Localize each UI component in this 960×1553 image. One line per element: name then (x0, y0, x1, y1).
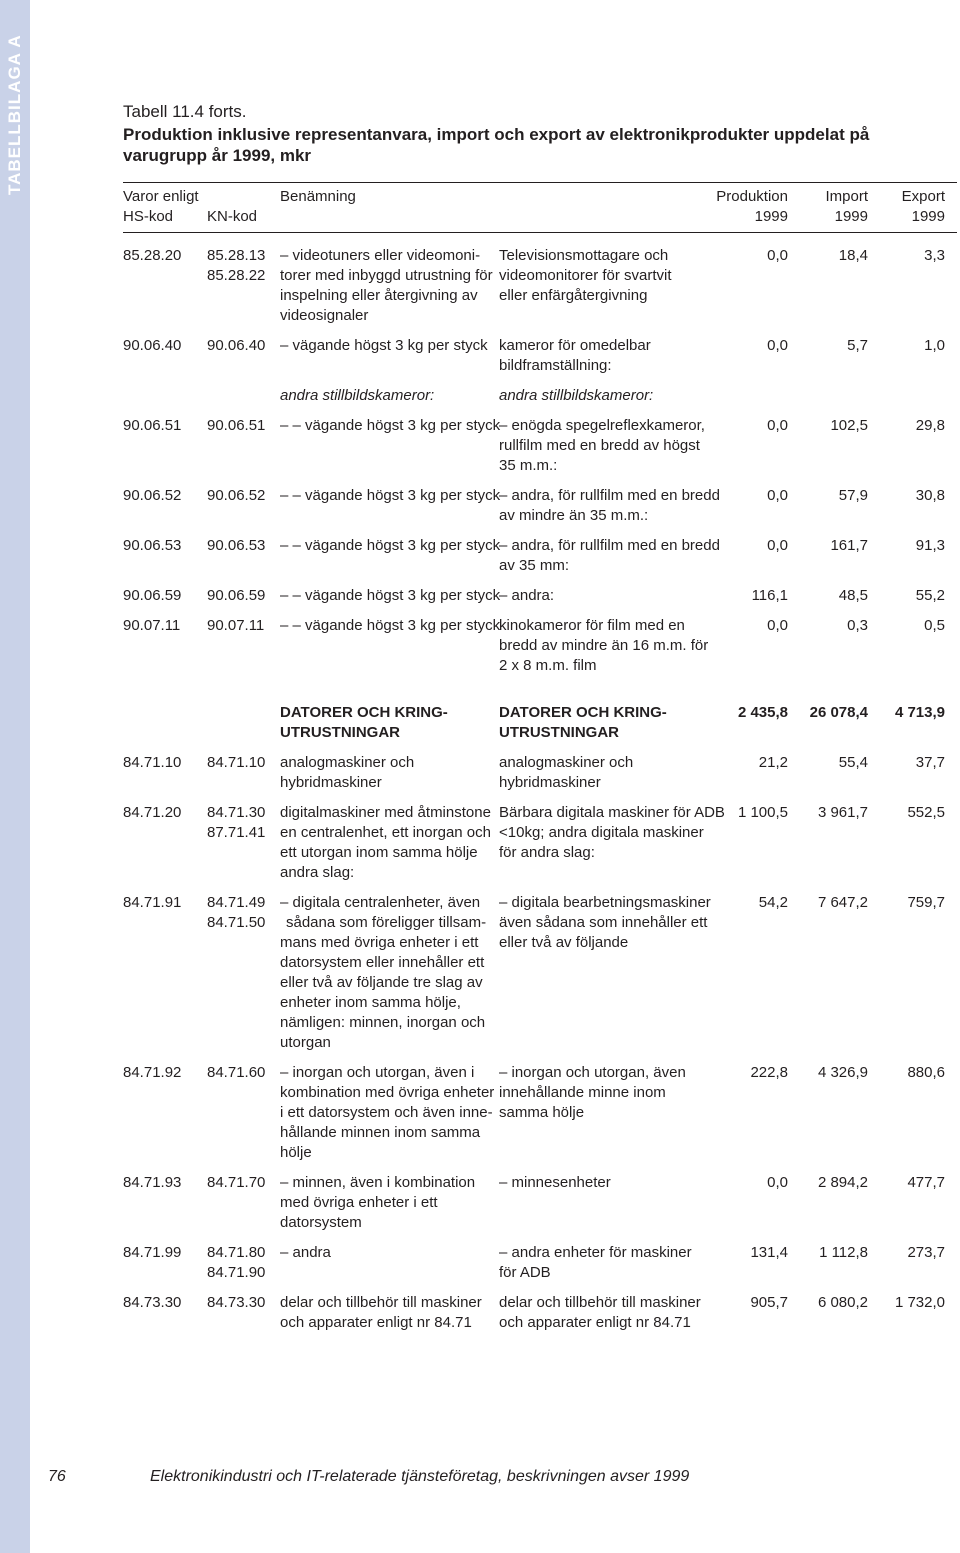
value-export: 880,6 (907, 1064, 945, 1081)
row-benamning-line: kameror för omedelbar (499, 337, 651, 354)
col-benamning-label: Benämning (280, 188, 356, 205)
row-benamning-line: av 35 mm: (499, 557, 570, 574)
value-export: 4 713,9 (894, 704, 945, 721)
row-benamning-line: – inorgan och utorgan, även (499, 1064, 686, 1081)
hs-code-line: 90.06.52 (123, 487, 182, 504)
row-description-line: ett utorgan inom samma hölje (280, 844, 478, 861)
row-description (280, 703, 495, 743)
value-export: 29,8 (915, 417, 945, 434)
row-description (280, 1063, 495, 1163)
row-benamning-line: samma hölje (499, 1104, 585, 1121)
kn-code-line: 84.73.30 (207, 1294, 266, 1311)
kn-code (207, 803, 275, 843)
value-import: 18,4 (838, 247, 868, 264)
row-description-line: torer med inbyggd utrustning för (280, 267, 493, 284)
row-description-line: enheter inom samma hölje, (280, 994, 461, 1011)
value-produktion: 0,0 (767, 537, 788, 554)
row-benamning (499, 1173, 719, 1193)
row-benamning (499, 1293, 719, 1333)
header-bottom-rule (123, 232, 957, 233)
row-benamning-line: – digitala bearbetningsmaskiner (499, 894, 711, 911)
kn-code-line: 90.06.53 (207, 537, 266, 554)
row-description-line: andra stillbildskameror: (280, 387, 435, 404)
row-description-line: – minnen, även i kombination (280, 1174, 476, 1191)
row-benamning-line: – enögda spegelreflexkameror, (499, 417, 705, 434)
table-title: Tabell 11.4 forts. (123, 102, 247, 121)
row-description-line: – – vägande högst 3 kg per styck (280, 487, 501, 504)
col-export-year: 1999 (911, 208, 945, 225)
col-import-year: 1999 (834, 208, 868, 225)
value-import: 2 894,2 (817, 1174, 868, 1191)
kn-code (207, 416, 275, 436)
hs-code (123, 1173, 203, 1193)
row-benamning-line: kinokameror för film med en (499, 617, 685, 634)
value-produktion: 1 100,5 (737, 804, 788, 821)
value-export: 0,5 (924, 617, 945, 634)
row-benamning-line: Televisionsmottagare och (499, 247, 669, 264)
kn-code (207, 586, 275, 606)
hs-code (123, 753, 203, 773)
row-description (280, 803, 495, 883)
row-description-line: med övriga enheter i ett (280, 1194, 438, 1211)
kn-code-line: 85.28.13 (207, 247, 266, 264)
col-import-label: Import (825, 188, 868, 205)
row-description-line: – vägande högst 3 kg per styck (280, 337, 488, 354)
row-benamning-line: – andra, för rullfilm med en bredd (499, 537, 720, 554)
value-produktion: 2 435,8 (737, 704, 788, 721)
kn-code (207, 753, 275, 773)
row-benamning-line: och apparater enligt nr 84.71 (499, 1314, 691, 1331)
row-benamning-line: – minnesenheter (499, 1174, 611, 1191)
row-benamning-line: – andra, för rullfilm med en bredd (499, 487, 720, 504)
hs-code (123, 803, 203, 823)
kn-code-line: 84.71.10 (207, 754, 266, 771)
value-produktion: 0,0 (767, 417, 788, 434)
row-description-line: mans med övriga enheter i ett (280, 934, 479, 951)
row-benamning (499, 1063, 719, 1123)
kn-code-line: 90.06.59 (207, 587, 266, 604)
row-benamning (499, 386, 719, 406)
row-description-line: sådana som föreligger tillsam- (286, 914, 487, 931)
side-label: TABELLBILAGA A (5, 34, 24, 195)
row-benamning-line: för andra slag: (499, 844, 595, 861)
row-description (280, 616, 501, 636)
col-kn-label: KN-kod (207, 208, 258, 225)
row-benamning (499, 616, 719, 676)
footer-page-number: 76 (48, 1468, 66, 1485)
row-description-line: – andra (280, 1244, 331, 1261)
side-band (0, 0, 30, 1553)
value-export: 37,7 (915, 754, 945, 771)
value-export: 30,8 (915, 487, 945, 504)
value-export: 759,7 (907, 894, 945, 911)
row-description (280, 336, 495, 356)
value-import: 3 961,7 (817, 804, 868, 821)
col-varor-label: Varor enligt (123, 188, 199, 205)
row-description (280, 753, 495, 793)
row-benamning (499, 893, 719, 953)
row-benamning-line: DATORER OCH KRING- (499, 704, 667, 721)
kn-code (207, 486, 275, 506)
row-benamning (499, 586, 719, 606)
value-import: 6 080,2 (817, 1294, 868, 1311)
value-produktion: 905,7 (750, 1294, 788, 1311)
row-benamning-line: UTRUSTNINGAR (499, 724, 619, 741)
hs-code-line: 84.71.92 (123, 1064, 182, 1081)
row-description-line: – videotuners eller videomoni- (280, 247, 481, 264)
row-description-line: eller två av följande tre slag av (280, 974, 483, 991)
value-export: 552,5 (907, 804, 945, 821)
col-produktion-year: 1999 (754, 208, 788, 225)
row-description-line: delar och tillbehör till maskiner (280, 1294, 482, 1311)
row-description (280, 1243, 495, 1263)
row-benamning-line: eller två av följande (499, 934, 629, 951)
hs-code (123, 336, 203, 356)
hs-code (123, 586, 203, 606)
row-description-line: – – vägande högst 3 kg per styck (280, 537, 501, 554)
value-export: 55,2 (915, 587, 945, 604)
hs-code-line: 90.06.59 (123, 587, 182, 604)
hs-code (123, 246, 203, 266)
value-produktion: 222,8 (750, 1064, 788, 1081)
row-description-line: kombination med övriga enheter (280, 1084, 495, 1101)
row-benamning-line: videomonitorer för svartvit (499, 267, 672, 284)
kn-code (207, 1063, 275, 1083)
row-benamning-line: 2 x 8 m.m. film (499, 657, 597, 674)
row-benamning-line: 35 m.m.: (499, 457, 558, 474)
hs-code-line: 84.71.99 (123, 1244, 182, 1261)
hs-code (123, 1063, 203, 1083)
kn-code-line: 84.71.49 (207, 894, 266, 911)
row-description-line: – – vägande högst 3 kg per styck (280, 417, 501, 434)
kn-code-line: 90.06.52 (207, 487, 266, 504)
kn-code-line: 90.06.40 (207, 337, 266, 354)
row-benamning-line: även sådana som innehåller ett (499, 914, 708, 931)
row-description-line: – inorgan och utorgan, även i (280, 1064, 475, 1081)
value-export: 273,7 (907, 1244, 945, 1261)
row-description (280, 486, 501, 506)
row-benamning-line: för ADB (499, 1264, 551, 1281)
kn-code-line: 85.28.22 (207, 267, 266, 284)
row-description-line: – – vägande högst 3 kg per styck (280, 587, 501, 604)
row-benamning-line: rullfilm med en bredd av högst (499, 437, 700, 454)
kn-code-line: 84.71.70 (207, 1174, 266, 1191)
hs-code-line: 90.06.53 (123, 537, 182, 554)
row-benamning (499, 486, 719, 526)
value-produktion: 21,2 (758, 754, 788, 771)
row-description-line: DATORER OCH KRING- (280, 704, 448, 721)
kn-code (207, 536, 275, 556)
kn-code (207, 1243, 275, 1283)
footer-publication: Elektronikindustri och IT-relaterade tjänsteföretag, beskrivningen avser 1999 (150, 1468, 690, 1485)
value-import: 55,4 (838, 754, 868, 771)
col-produktion-label: Produktion (716, 188, 788, 205)
value-export: 1,0 (924, 337, 945, 354)
row-description (280, 536, 501, 556)
value-produktion: 0,0 (767, 247, 788, 264)
row-benamning-line: andra stillbildskameror: (499, 387, 654, 404)
hs-code (123, 1293, 203, 1313)
row-description-line: videosignaler (280, 307, 369, 324)
hs-code (123, 616, 203, 636)
kn-code-line: 84.71.90 (207, 1264, 266, 1281)
row-description (280, 246, 495, 326)
value-import: 26 078,4 (809, 704, 868, 721)
value-import: 7 647,2 (817, 894, 868, 911)
row-benamning (499, 416, 719, 476)
hs-code-line: 90.07.11 (123, 617, 181, 634)
hs-code-line: 84.71.10 (123, 754, 182, 771)
hs-code-line: 84.71.93 (123, 1174, 182, 1191)
row-description (280, 386, 495, 406)
hs-code-line: 90.06.40 (123, 337, 182, 354)
value-import: 4 326,9 (817, 1064, 868, 1081)
row-benamning-line: bildframställning: (499, 357, 612, 374)
value-import: 102,5 (830, 417, 868, 434)
kn-code (207, 616, 275, 636)
hs-code-line: 84.71.20 (123, 804, 182, 821)
row-benamning-line: – andra enheter för maskiner (499, 1244, 692, 1261)
row-benamning-line: eller enfärgåtergivning (499, 287, 648, 304)
row-description-line: hållande minnen inom samma (280, 1124, 481, 1141)
row-description-line: i ett datorsystem och även inne- (280, 1104, 493, 1121)
value-produktion: 54,2 (758, 894, 788, 911)
value-export: 1 732,0 (894, 1294, 945, 1311)
row-benamning (499, 1243, 719, 1283)
value-produktion: 0,0 (767, 617, 788, 634)
row-benamning (499, 536, 719, 576)
kn-code-line: 84.71.50 (207, 914, 266, 931)
row-description-line: inspelning eller återgivning av (280, 287, 478, 304)
col-export-label: Export (901, 188, 945, 205)
hs-code (123, 536, 203, 556)
row-description (280, 1173, 495, 1233)
header-top-rule (123, 182, 957, 183)
kn-code (207, 893, 275, 933)
value-produktion: 116,1 (751, 587, 788, 604)
hs-code (123, 1243, 203, 1263)
row-description (280, 893, 495, 1053)
row-description-line: utorgan (280, 1034, 331, 1051)
row-description-line: en centralenhet, ett inorgan och (280, 824, 491, 841)
row-description-line: digitalmaskiner med åtminstone (280, 804, 491, 821)
row-benamning (499, 336, 719, 376)
kn-code (207, 1173, 275, 1193)
hs-code-line: 90.06.51 (123, 417, 182, 434)
row-benamning-line: – andra: (499, 587, 555, 604)
row-benamning (499, 246, 719, 306)
row-description-line: analogmaskiner och (280, 754, 415, 771)
row-description-line: andra slag: (280, 864, 355, 881)
value-import: 1 112,8 (819, 1244, 868, 1261)
row-benamning-line: Bärbara digitala maskiner för ADB (499, 804, 725, 821)
row-description-line: nämligen: minnen, inorgan och (280, 1014, 486, 1031)
row-description-line: UTRUSTNINGAR (280, 724, 400, 741)
kn-code-line: 90.06.51 (207, 417, 266, 434)
table-heading: Produktion inklusive representanvara, import och export av elektronikprodukter uppdelat på varugrupp år 1999, mkr (123, 125, 870, 165)
kn-code (207, 246, 275, 286)
row-benamning-line: innehållande minne inom (499, 1084, 666, 1101)
value-export: 3,3 (924, 247, 945, 264)
kn-code-line: 84.71.80 (207, 1244, 266, 1261)
row-benamning-line: av mindre än 35 m.m.: (499, 507, 649, 524)
value-import: 161,7 (830, 537, 868, 554)
row-benamning-line: delar och tillbehör till maskiner (499, 1294, 701, 1311)
row-benamning-line: analogmaskiner och (499, 754, 634, 771)
kn-code-line: 84.71.30 (207, 804, 266, 821)
row-benamning-line: bredd av mindre än 16 m.m. för (499, 637, 709, 654)
row-description-line: – – vägande högst 3 kg per styck (280, 617, 501, 634)
value-produktion: 0,0 (767, 337, 788, 354)
value-produktion: 131,4 (750, 1244, 788, 1261)
value-export: 91,3 (915, 537, 945, 554)
row-benamning (499, 753, 719, 793)
row-benamning-line: hybridmaskiner (499, 774, 601, 791)
hs-code-line: 85.28.20 (123, 247, 182, 264)
row-benamning-line: <10kg; andra digitala maskiner (499, 824, 704, 841)
value-export: 477,7 (907, 1174, 945, 1191)
row-description-line: datorsystem (280, 1214, 362, 1231)
row-description (280, 416, 501, 436)
row-description (280, 586, 501, 606)
row-benamning (499, 803, 725, 863)
hs-code-line: 84.71.91 (123, 894, 182, 911)
kn-code (207, 1293, 275, 1313)
row-description-line: datorsystem eller innehåller ett (280, 954, 485, 971)
row-description-line: och apparater enligt nr 84.71 (280, 1314, 472, 1331)
hs-code (123, 416, 203, 436)
row-description (280, 1293, 495, 1333)
kn-code-line: 87.71.41 (207, 824, 266, 841)
kn-code (207, 336, 275, 356)
value-produktion: 0,0 (767, 1174, 788, 1191)
value-import: 0,3 (847, 617, 868, 634)
value-import: 57,9 (838, 487, 868, 504)
value-produktion: 0,0 (767, 487, 788, 504)
row-description-line: hybridmaskiner (280, 774, 382, 791)
row-description-line: hölje (280, 1144, 312, 1161)
row-description-line: – digitala centralenheter, även (280, 894, 481, 911)
col-hs-label: HS-kod (123, 208, 174, 225)
hs-code (123, 893, 203, 913)
kn-code-line: 90.07.11 (207, 617, 265, 634)
hs-code (123, 486, 203, 506)
kn-code-line: 84.71.60 (207, 1064, 266, 1081)
value-import: 48,5 (838, 587, 868, 604)
hs-code-line: 84.73.30 (123, 1294, 182, 1311)
value-import: 5,7 (847, 337, 868, 354)
row-benamning (499, 703, 719, 743)
